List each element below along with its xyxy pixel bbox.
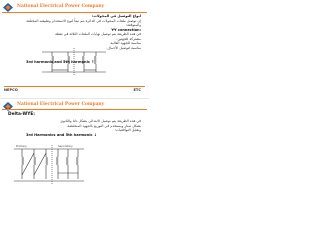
yy-line-3: مناسبة للجهود العالية. xyxy=(109,41,141,45)
header-divider xyxy=(2,12,147,13)
intro-line-1: إن توصيل ملفات المحولات في الدائرة يتم تبعاً لنوع الاستخدام وطبيعته المختلفة xyxy=(26,18,141,23)
dw-line-1: في هذه الطريقة يتم توصيل الابتدائي بشكل دلتا والثانوي xyxy=(60,119,141,123)
yy-line-1: في هذه الطريقة يتم توصيل نهايات الملفات الثلاثة في نقطة xyxy=(55,32,141,36)
slide-2 xyxy=(0,99,149,198)
header-divider xyxy=(2,109,147,110)
footer-divider xyxy=(4,86,145,87)
yy-heading: Y-Y connection: xyxy=(111,27,141,32)
primary-label: Primary xyxy=(16,144,27,148)
yy-line-4: مناسبة لتوصيل الأحمال. xyxy=(106,45,141,50)
dw-line-2: بشكل ستار ويستخدم في التوزيع بالجهود المنخفضة xyxy=(67,123,141,128)
dw-line-3: وتقليل التوافقيات: xyxy=(114,128,141,132)
delta-wye-heading: Delta-WYE: xyxy=(8,112,36,117)
yy-line-2: مشتركة للجهتين. xyxy=(116,36,141,41)
slide-1 xyxy=(0,0,149,99)
secondary-label: Secondary xyxy=(58,144,73,148)
intro-line-2: والمتوقعة: xyxy=(125,23,141,27)
harmonics-label: 3rd harmonic and 5th harmonic ↑ xyxy=(26,60,95,64)
types-heading: انواع التوصيل في المحولات: xyxy=(92,14,141,18)
header-title: National Electrical Power Company xyxy=(17,4,105,9)
footer-left: NEPCO xyxy=(4,88,18,92)
footer-right: ETC xyxy=(133,88,141,92)
harmonics-label: 3rd Harmonics and 5th harmonic ↓ xyxy=(26,133,97,137)
header-title: National Electrical Power Company xyxy=(17,102,105,107)
nepco-logo-icon xyxy=(3,3,13,12)
